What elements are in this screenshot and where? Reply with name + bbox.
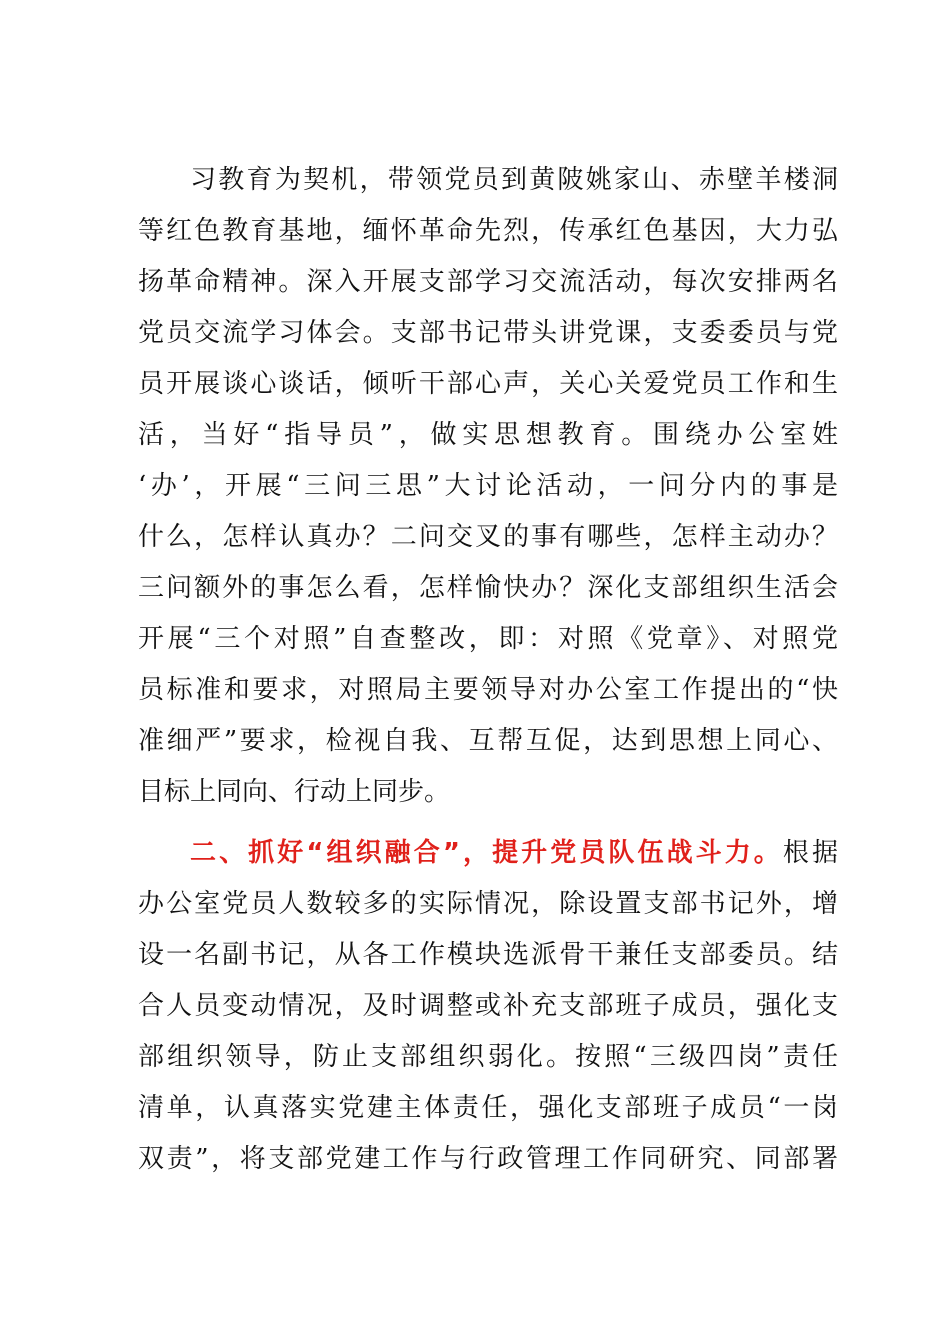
text-line: ‘办’，开展“三问三思”大讨论活动，一问分内的事是 xyxy=(138,471,838,501)
text-line: 习教育为契机，带领党员到黄陂姚家山、赤壁羊楼洞 xyxy=(190,165,838,195)
text-line: 开展“三个对照”自查整改，即：对照《党章》、对照党 xyxy=(138,624,838,654)
text-line: 目标上同向、行动上同步。 xyxy=(138,777,451,807)
text-line: 什么，怎样认真办？二问交叉的事有哪些，怎样主动办？ xyxy=(138,522,838,552)
text-line: 员开展谈心谈话，倾听干部心声，关心关爱党员工作和生 xyxy=(138,369,838,399)
text-line: 设一名副书记，从各工作模块选派骨干兼任支部委员。结 xyxy=(138,940,838,970)
text-line: 党员交流学习体会。支部书记带头讲党课，支委委员与党 xyxy=(138,318,838,348)
text-line: 双责”，将支部党建工作与行政管理工作同研究、同部署 xyxy=(138,1144,838,1174)
text-line: 扬革命精神。深入开展支部学习交流活动，每次安排两名 xyxy=(138,267,838,297)
text-line: 清单，认真落实党建主体责任，强化支部班子成员“一岗 xyxy=(138,1093,838,1123)
text-line: 办公室党员人数较多的实际情况，除设置支部书记外，增 xyxy=(138,889,838,919)
text-line: 员标准和要求，对照局主要领导对办公室工作提出的“快 xyxy=(138,675,838,705)
text-line: 活，当好“指导员”，做实思想教育。围绕办公室姓 xyxy=(138,420,838,450)
section-heading: 二、抓好“组织融合”，提升党员队伍战斗力。 xyxy=(190,838,783,868)
section-heading-line xyxy=(190,833,838,873)
text-line: 部组织领导，防止支部组织弱化。按照“三级四岗”责任 xyxy=(138,1042,838,1072)
text-line: 合人员变动情况，及时调整或补充支部班子成员，强化支 xyxy=(138,991,838,1021)
text-line: 准细严”要求，检视自我、互帮互促，达到思想上同心、 xyxy=(138,726,838,756)
heading-line-rest: 根据 xyxy=(782,838,838,868)
text-line: 三问额外的事怎么看，怎样愉快办？深化支部组织生活会 xyxy=(138,573,838,603)
text-line: 等红色教育基地，缅怀革命先烈，传承红色基因，大力弘 xyxy=(138,216,838,246)
